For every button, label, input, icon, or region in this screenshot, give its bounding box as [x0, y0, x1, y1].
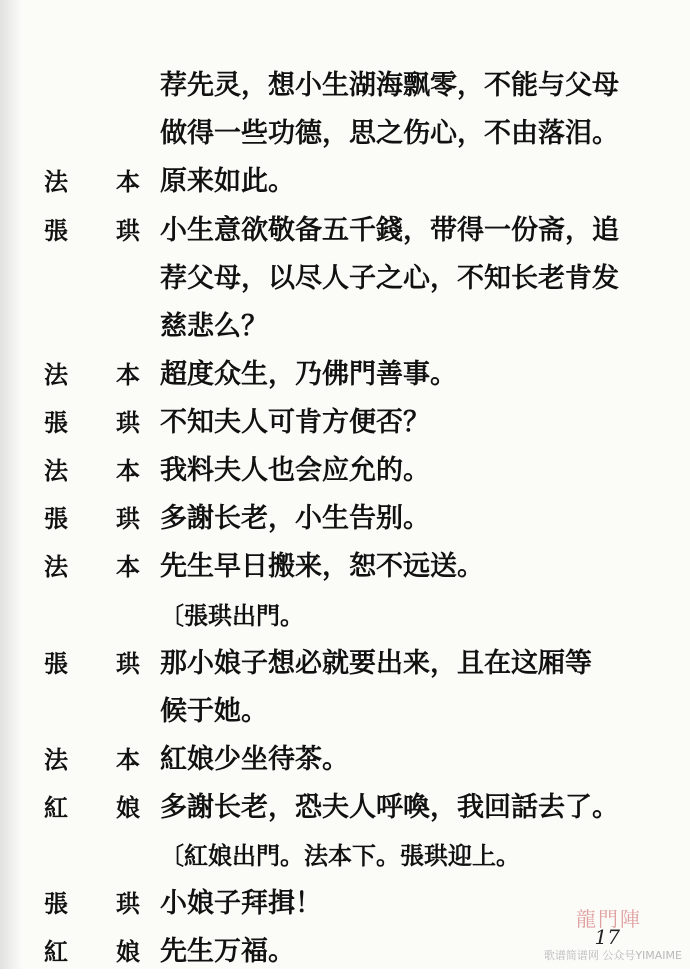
speaker-name	[42, 736, 142, 784]
dialogue-text: 多謝长老，恐夫人呼喚，我回話去了。	[160, 792, 619, 823]
stage-direction: 〔張珙出門。	[160, 601, 304, 630]
dialogue-text: 超度众生，乃佛門善事。	[160, 359, 457, 390]
speaker-char: 紅	[44, 793, 68, 822]
speaker-char: 珙	[116, 649, 140, 678]
speaker-char: 珙	[116, 216, 140, 245]
speaker-char: 張	[44, 649, 68, 678]
dialogue-text: 先生万福。	[160, 936, 295, 967]
dialogue-text: 慈悲么？	[160, 311, 268, 342]
speaker-char: 珙	[116, 408, 140, 437]
speaker-name	[42, 495, 142, 543]
speaker-char: 法	[44, 167, 68, 196]
speaker-char: 本	[116, 745, 140, 774]
speaker-char: 珙	[116, 889, 140, 918]
dialogue-text: 荐先灵，想小生湖海飘零，不能与父母	[160, 70, 619, 101]
speaker-char: 珙	[116, 504, 140, 533]
dialogue-text: 做得一些功德，思之伤心，不由落泪。	[160, 118, 619, 149]
watermark	[512, 903, 682, 963]
dialogue-text: 我料夫人也会应允的。	[160, 455, 430, 486]
stage-direction: 〔紅娘出門。法本下。張珙迎上。	[160, 841, 520, 870]
speaker-char: 張	[44, 504, 68, 533]
dialogue-text: 多謝长老，小生告别。	[160, 503, 430, 534]
speaker-char: 張	[44, 216, 68, 245]
watermark-text: 歌谱简谱网 公众号YIMAIME	[543, 949, 682, 962]
dialogue-text: 紅娘少坐待茶。	[160, 744, 349, 775]
speaker-char: 法	[44, 456, 68, 485]
speaker-char: 法	[44, 745, 68, 774]
speaker-char: 娘	[116, 937, 140, 966]
speaker-name	[42, 207, 142, 255]
speaker-char: 本	[116, 456, 140, 485]
speaker-char: 紅	[44, 937, 68, 966]
watermark-logo: 龍門陣	[576, 907, 642, 931]
dialogue-text: 小生意欲敬备五千錢，带得一份斋，追	[160, 215, 619, 246]
dialogue-text: 荐父母，以尽人子之心，不知长老肯发	[160, 263, 619, 294]
speaker-char: 法	[44, 552, 68, 581]
speaker-char: 本	[116, 552, 140, 581]
speaker-char: 法	[44, 360, 68, 389]
dialogue-text: 那小娘子想必就要出来，且在这厢等	[160, 648, 592, 679]
speaker-char: 本	[116, 167, 140, 196]
dialogue-text: 不知夫人可肯方便否？	[160, 407, 430, 438]
speaker-char: 張	[44, 889, 68, 918]
speaker-name	[42, 784, 142, 832]
dialogue-text: 先生早日搬来，恕不远送。	[160, 551, 484, 582]
speaker-char: 張	[44, 408, 68, 437]
dialogue-text: 小娘子拜揖！	[160, 888, 322, 919]
speaker-name	[42, 447, 142, 495]
speaker-name	[42, 399, 142, 447]
dialogue-text: 候于她。	[160, 696, 268, 727]
speaker-name	[42, 351, 142, 399]
speaker-char: 本	[116, 360, 140, 389]
dialogue-text: 原来如此。	[160, 166, 295, 197]
speaker-char: 娘	[116, 793, 140, 822]
speaker-name	[42, 880, 142, 928]
speaker-name	[42, 640, 142, 688]
speaker-name	[42, 158, 142, 206]
page-number: 17	[594, 925, 620, 949]
speaker-name	[42, 543, 142, 591]
